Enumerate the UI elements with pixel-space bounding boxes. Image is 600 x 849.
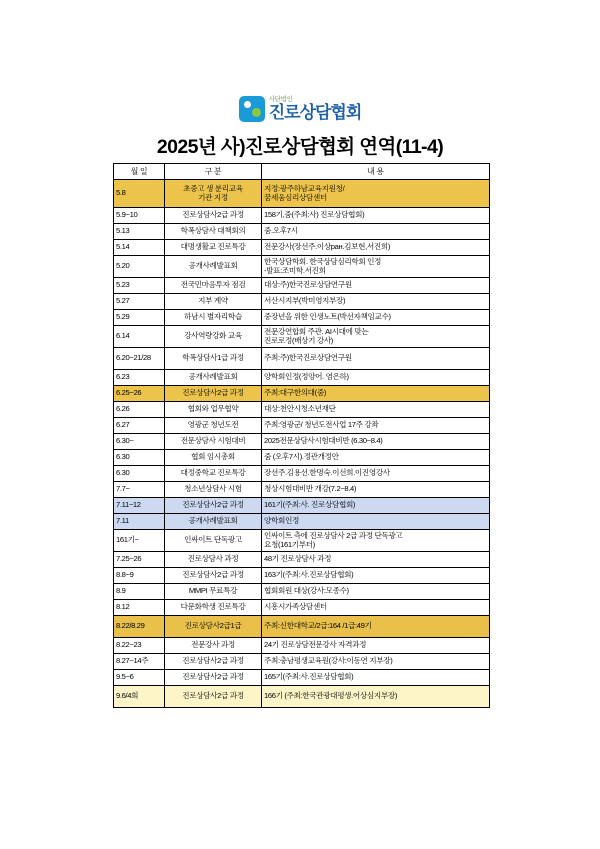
table-row: [114, 224, 490, 240]
cell-kind: 하남시 별자리학습: [165, 310, 262, 326]
cell-desc: 주최:주)한국진로상담연구원: [262, 348, 490, 370]
cell-kind: 진로상담사 과정: [165, 552, 262, 568]
cell-date: 5.8: [114, 180, 165, 208]
cell-date: 5.14: [114, 240, 165, 256]
cell-kind: 학폭상담사1급 과정: [165, 348, 262, 370]
cell-date: 8.22~23: [114, 638, 165, 654]
cell-date: 9.6/4회: [114, 686, 165, 708]
cell-date: 6.27: [114, 418, 165, 434]
cell-date: 7.25~26: [114, 552, 165, 568]
cell-date: 8.27~14주: [114, 654, 165, 670]
cell-kind: 전문상담사 시험대비: [165, 434, 262, 450]
table-row: [114, 552, 490, 568]
column-header-kind: 구 분: [165, 164, 262, 180]
table-row: [114, 256, 490, 278]
table-row: [114, 386, 490, 402]
cell-kind: 공개사례발표회: [165, 514, 262, 530]
table-row: [114, 638, 490, 654]
cell-desc: 주최:충남평생교육원(강사:이동연 지부장): [262, 654, 490, 670]
cell-date: 5.13: [114, 224, 165, 240]
cell-desc: 24기 진로상담전문강사 자격과정: [262, 638, 490, 654]
cell-kind: 협회 임시총회: [165, 450, 262, 466]
table-row: [114, 654, 490, 670]
cell-kind: 진로상담사2급 과정: [165, 686, 262, 708]
logo-subtitle: 사단법인: [268, 95, 293, 103]
cell-desc: 시흥시가족상담센터: [262, 600, 490, 616]
cell-desc: 인싸이트 측에 진로상담사 2급 과정 단독광고 요청(161기부터): [262, 530, 490, 552]
cell-desc: 중장년을 위한 인생노트(박선자책임교수): [262, 310, 490, 326]
cell-date: 161기~: [114, 530, 165, 552]
table-header-row: [114, 164, 490, 180]
cell-kind: 전국민마음투자 점검: [165, 278, 262, 294]
cell-desc: 협회회원 대상(강사:모종수): [262, 584, 490, 600]
table-row: [114, 180, 490, 208]
table-row: [114, 686, 490, 708]
cell-kind: 공개사례발표회: [165, 370, 262, 386]
cell-kind: 협회와 업무협약: [165, 402, 262, 418]
cell-date: 8.8~9: [114, 568, 165, 584]
table-row: [114, 482, 490, 498]
cell-desc: 2025전문상담사시험대비반 (6.30~8.4): [262, 434, 490, 450]
cell-date: 5.29: [114, 310, 165, 326]
table-row: [114, 450, 490, 466]
cell-desc: 166기 (주최:한국관광대평생.어상심지부장): [262, 686, 490, 708]
cell-desc: 주최:신한대학교/2급:164 /1급:49기: [262, 616, 490, 638]
cell-date: 8.9: [114, 584, 165, 600]
cell-date: 6.26: [114, 402, 165, 418]
table-row: [114, 600, 490, 616]
cell-desc: 양학회인정(정양어. 염은하): [262, 370, 490, 386]
table-row: [114, 310, 490, 326]
column-header-date: 월 일: [114, 164, 165, 180]
cell-kind: 대정중학교 진로특강: [165, 466, 262, 482]
logo-text: [269, 97, 362, 122]
table-row: [114, 278, 490, 294]
table-row: [114, 208, 490, 224]
cell-kind: 진로상담사2급 과정: [165, 498, 262, 514]
cell-kind: 진로상담사2급 과정: [165, 670, 262, 686]
cell-date: 6.30~: [114, 434, 165, 450]
cell-desc: 161기(주최:사. 진로상담협회): [262, 498, 490, 514]
cell-desc: 48기 진로상담사 과정: [262, 552, 490, 568]
table-row: [114, 670, 490, 686]
cell-date: 8.12: [114, 600, 165, 616]
cell-date: 7.7~: [114, 482, 165, 498]
table-row: [114, 402, 490, 418]
schedule-table-wrapper: [113, 163, 489, 708]
cell-date: 6.20~21/28: [114, 348, 165, 370]
schedule-table: [113, 163, 490, 708]
cell-kind: 인싸이트 단독광고: [165, 530, 262, 552]
cell-date: 5.27: [114, 294, 165, 310]
cell-kind: 진로상담사2급 과정: [165, 568, 262, 584]
cell-date: 5.9~10: [114, 208, 165, 224]
cell-desc: 158기,줌(주최:사) 진로상담협회): [262, 208, 490, 224]
page-title: 2025년 사)진로상담협회 연역(11-4): [156, 136, 444, 158]
cell-kind: 초중고 생 분리교육 기관 지정: [165, 180, 262, 208]
table-row: [114, 240, 490, 256]
cell-kind: 진로상담사2급1급: [165, 616, 262, 638]
cell-kind: MMPI 무료특강: [165, 584, 262, 600]
cell-date: 7.11~12: [114, 498, 165, 514]
cell-kind: 청소년상담사 시험: [165, 482, 262, 498]
cell-desc: 양학회인정: [262, 514, 490, 530]
table-row: [114, 584, 490, 600]
cell-desc: 줌 (오후7시).정관개정안: [262, 450, 490, 466]
cell-kind: 진로상담사2급 과정: [165, 386, 262, 402]
cell-date: 9.5~6: [114, 670, 165, 686]
table-row: [114, 370, 490, 386]
table-row: [114, 418, 490, 434]
column-header-desc: 내 용: [262, 164, 490, 180]
cell-kind: 공개사례발표회: [165, 256, 262, 278]
table-row: [114, 514, 490, 530]
cell-kind: 다문화학생 진로특강: [165, 600, 262, 616]
cell-desc: 줌.오후7시: [262, 224, 490, 240]
cell-date: 6.23: [114, 370, 165, 386]
table-row: [114, 616, 490, 638]
cell-date: 7.11: [114, 514, 165, 530]
cell-kind: 영광군 청년도전: [165, 418, 262, 434]
cell-desc: 대상:주)한국진로상담연구원: [262, 278, 490, 294]
table-header: [114, 164, 490, 180]
logo-name: 진로상담협회: [268, 103, 362, 123]
table-row: [114, 326, 490, 348]
cell-desc: 163기(주최:사.진로상담협회): [262, 568, 490, 584]
organization-logo: [0, 96, 600, 122]
table-row: [114, 498, 490, 514]
cell-date: 5.20: [114, 256, 165, 278]
cell-desc: 지정:광주하남교육지원청/ 꿈세움심리상담센터: [262, 180, 490, 208]
cell-desc: 전문강사(장선주.이상ран.김보현,서진희): [262, 240, 490, 256]
table-body: [114, 180, 490, 708]
cell-date: 6.14: [114, 326, 165, 348]
cell-date: 6.30: [114, 466, 165, 482]
table-row: [114, 434, 490, 450]
cell-kind: 학폭상담사 대책회의: [165, 224, 262, 240]
cell-date: 5.23: [114, 278, 165, 294]
cell-desc: 청상시험대비반 개강(7.2~8.4): [262, 482, 490, 498]
cell-kind: 대명생활교 진로특강: [165, 240, 262, 256]
cell-kind: 진로상담사2급 과정: [165, 654, 262, 670]
cell-date: 6.25~26: [114, 386, 165, 402]
cell-desc: 대상:천안시청소년재단: [262, 402, 490, 418]
cell-desc: 전문강연합회 주관. AI시대에 맞는 진로로정(배상기 강사): [262, 326, 490, 348]
table-row: [114, 568, 490, 584]
cell-kind: 지부 계약: [165, 294, 262, 310]
table-row: [114, 466, 490, 482]
cell-kind: 강사역량강화 교육: [165, 326, 262, 348]
cell-desc: 주최:대구한의대(줌): [262, 386, 490, 402]
cell-desc: 서산시지부(박미영지부장): [262, 294, 490, 310]
cell-desc: 한국상담학회. 한국상담심리학회 인정 -발표:조미학.서진희: [262, 256, 490, 278]
circle-dots-logo-icon: [239, 96, 265, 122]
cell-kind: 전문강사 과정: [165, 638, 262, 654]
table-row: [114, 530, 490, 552]
cell-date: 6.30: [114, 450, 165, 466]
table-row: [114, 348, 490, 370]
cell-date: 8.22/8.29: [114, 616, 165, 638]
table-row: [114, 294, 490, 310]
cell-kind: 진로상담사2급 과정: [165, 208, 262, 224]
cell-desc: 주최:영광군/ 청년도전사업 17주 강좌: [262, 418, 490, 434]
cell-desc: 165기(주최:사.진로상담협회): [262, 670, 490, 686]
cell-desc: 장선주.김용선.한명숙.이선희.이진영강사: [262, 466, 490, 482]
